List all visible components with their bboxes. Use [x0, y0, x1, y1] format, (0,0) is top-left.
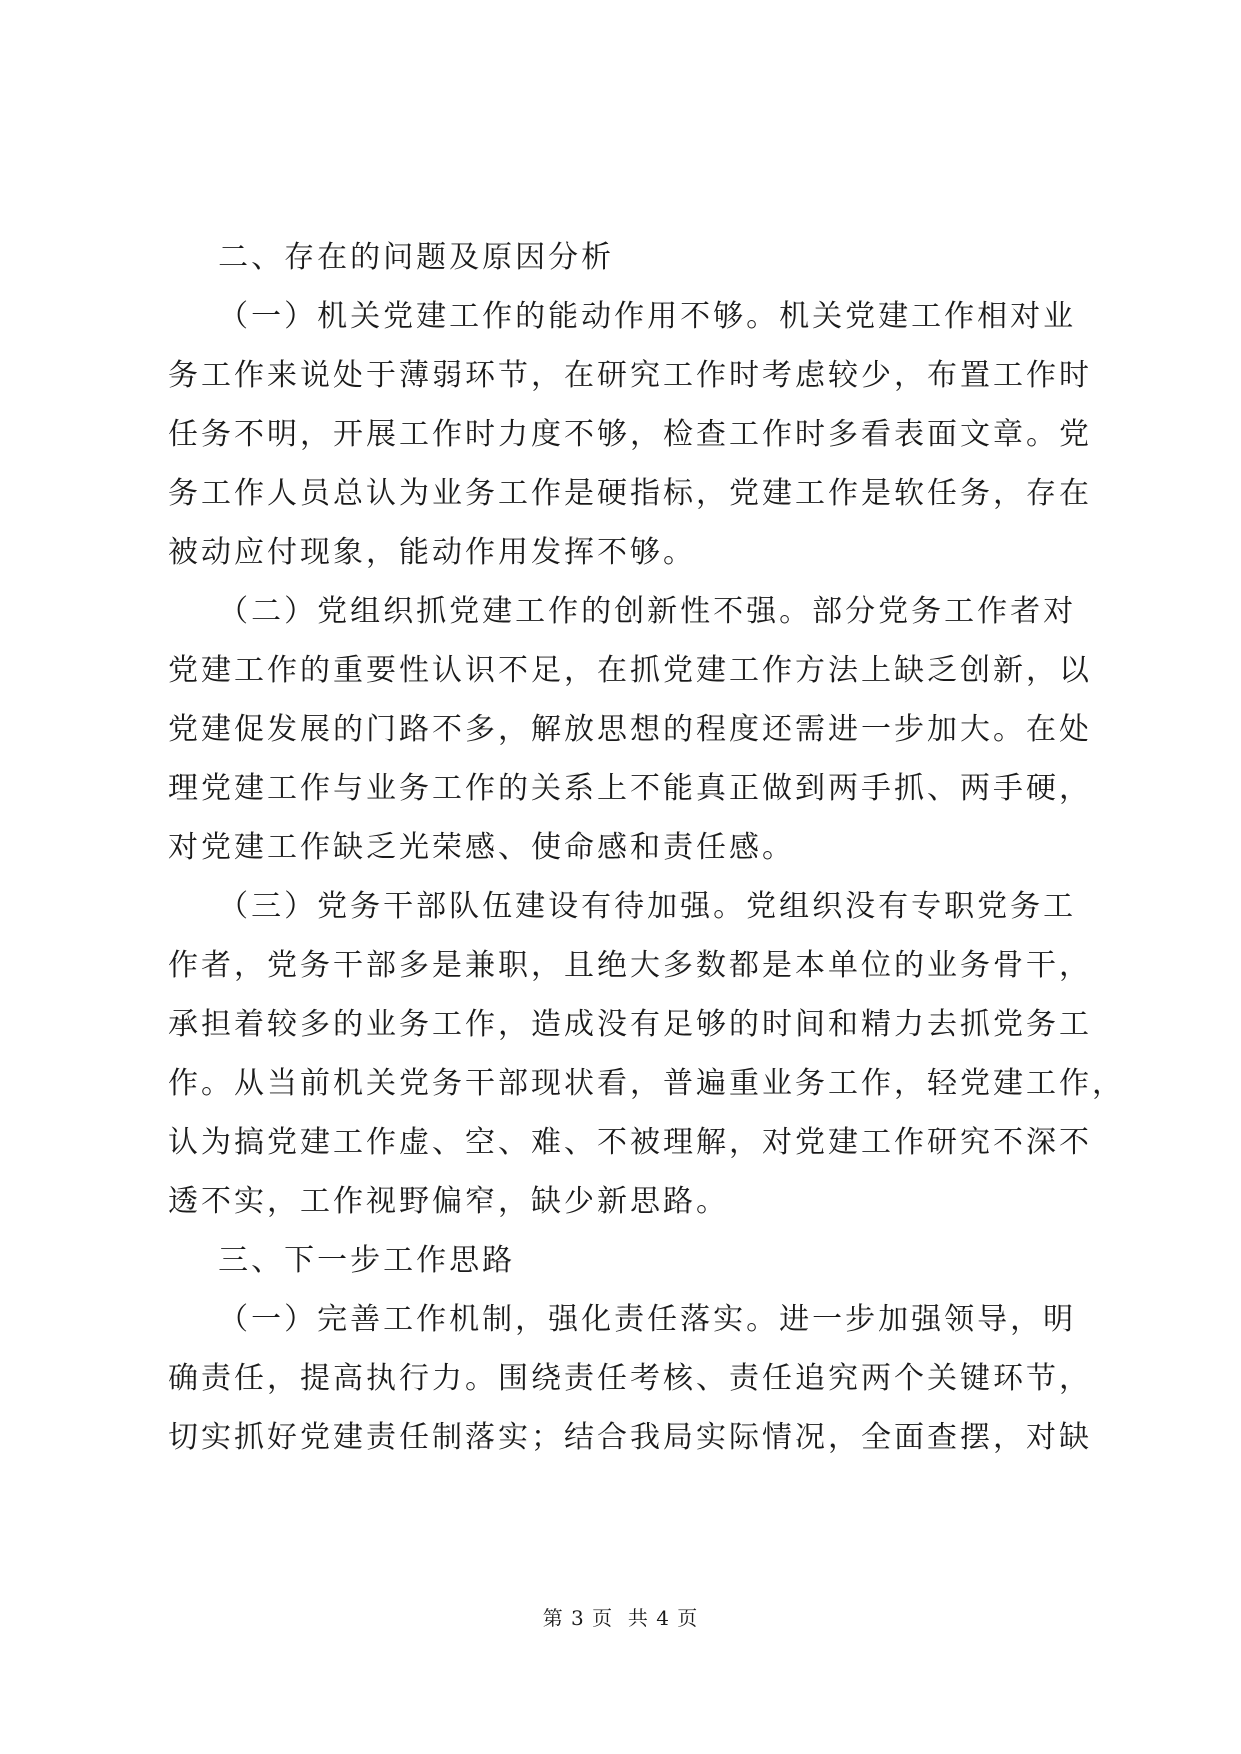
text-line: 透不实，工作视野偏窄，缺少新思路。: [168, 1184, 729, 1219]
text-line: 认为搞党建工作虚、空、难、不被理解，对党建工作研究不深不: [168, 1125, 1092, 1160]
text-line: 切实抓好党建责任制落实；结合我局实际情况，全面查摆，对缺: [168, 1420, 1092, 1455]
text-line: （一）完善工作机制，强化责任落实。进一步加强领导，明: [168, 1302, 1077, 1337]
text-line: 被动应付现象，能动作用发挥不够。: [168, 535, 696, 570]
text-line: 务工作来说处于薄弱环节，在研究工作时考虑较少，布置工作时: [168, 358, 1092, 393]
text-line: 党建工作的重要性认识不足，在抓党建工作方法上缺乏创新，以: [168, 653, 1092, 688]
text-line: 作。从当前机关党务干部现状看，普遍重业务工作，轻党建工作，: [168, 1066, 1125, 1101]
text-line: 承担着较多的业务工作，造成没有足够的时间和精力去抓党务工: [168, 1007, 1092, 1042]
text-line: 确责任，提高执行力。围绕责任考核、责任追究两个关键环节，: [168, 1361, 1092, 1396]
text-line: 务工作人员总认为业务工作是硬指标，党建工作是软任务，存在: [168, 476, 1092, 511]
text-line: （二）党组织抓党建工作的创新性不强。部分党务工作者对: [168, 594, 1077, 629]
document-body: [168, 228, 1125, 1467]
text-line: 党建促发展的门路不多，解放思想的程度还需进一步加大。在处: [168, 712, 1092, 747]
text-line: （一）机关党建工作的能动作用不够。机关党建工作相对业: [168, 299, 1077, 334]
text-line: 任务不明，开展工作时力度不够，检查工作时多看表面文章。党: [168, 417, 1092, 452]
text-line: 对党建工作缺乏光荣感、使命感和责任感。: [168, 830, 795, 865]
text-line: （三）党务干部队伍建设有待加强。党组织没有专职党务工: [168, 889, 1077, 924]
page-footer: [0, 1602, 1241, 1631]
text-line: 作者，党务干部多是兼职，且绝大多数都是本单位的业务骨干，: [168, 948, 1092, 983]
page-number-label: 第 3 页 共 4 页: [542, 1606, 699, 1630]
text-line: 理党建工作与业务工作的关系上不能真正做到两手抓、两手硬，: [168, 771, 1092, 806]
text-line: 二、存在的问题及原因分析: [168, 240, 615, 275]
text-line: 三、下一步工作思路: [168, 1243, 516, 1278]
